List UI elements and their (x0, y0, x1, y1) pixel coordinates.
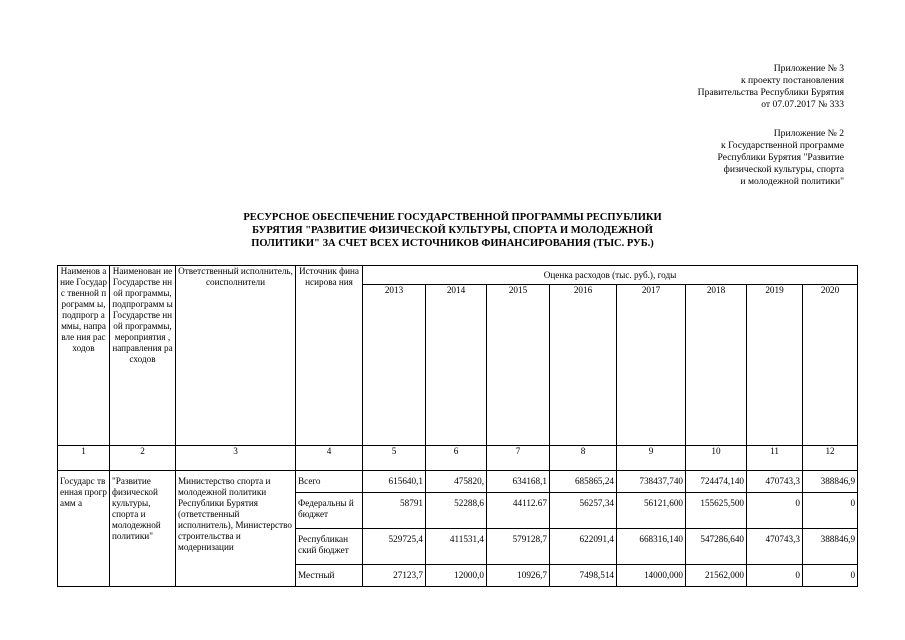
header-year: 2020 (803, 285, 858, 446)
value-cell: 7498,514 (550, 565, 617, 587)
value-cell: 470743,3 (747, 471, 803, 493)
header-year: 2019 (747, 285, 803, 446)
header-year: 2016 (550, 285, 617, 446)
value-cell: 14000,000 (617, 565, 686, 587)
value-cell: 44112.67 (487, 493, 550, 529)
value-cell: 0 (803, 493, 858, 529)
column-number: 12 (803, 446, 858, 471)
attachment-3-line: от 07.07.2017 № 333 (761, 99, 844, 110)
value-cell: 52288,6 (426, 493, 487, 529)
value-cell: 579128,7 (487, 529, 550, 565)
attachment-2-line: и молодежной политики" (740, 176, 844, 187)
column-number: 6 (426, 446, 487, 471)
header-source-col: Источник финансирова ния (296, 266, 363, 446)
header-program-col: Наименов ание Государс твенной программ ы, подпрогр аммы, направле ния расходов (58, 266, 110, 446)
attachment-3-block (698, 63, 844, 111)
document-title (0, 211, 905, 250)
value-cell: 12000,0 (426, 565, 487, 587)
value-cell: 738437,740 (617, 471, 686, 493)
value-cell: 634168,1 (487, 471, 550, 493)
source-cell: Федеральны й бюджет (296, 493, 363, 529)
header-year: 2018 (686, 285, 747, 446)
column-number: 9 (617, 446, 686, 471)
header-year: 2013 (363, 285, 426, 446)
attachment-3-line: Правительства Республики Бурятия (697, 87, 844, 98)
header-year: 2015 (487, 285, 550, 446)
program-name-cell: "Развитие физической культуры, спорта и молодежной политики" (110, 471, 176, 587)
attachment-2-line: физической культуры, спорта (723, 164, 844, 175)
source-cell: Всего (296, 471, 363, 493)
attachment-2-line: к Государственной программе (721, 140, 844, 151)
program-executor-cell: Министерство спорта и молодежной политики Республики Бурятия (ответственный исполнитель), Министерство строительства и модернизации (176, 471, 296, 587)
value-cell: 0 (747, 565, 803, 587)
title-line: БУРЯТИЯ "РАЗВИТИЕ ФИЗИЧЕСКОЙ КУЛЬТУРЫ, СПОРТА И МОЛОДЕЖНОЙ (252, 225, 653, 236)
attachment-3-line: к проекту постановления (740, 75, 844, 86)
column-number: 4 (296, 446, 363, 471)
column-number: 10 (686, 446, 747, 471)
resource-table (57, 265, 858, 587)
header-estimate: Оценка расходов (тыс. руб.), годы (363, 266, 858, 285)
column-number: 1 (58, 446, 110, 471)
column-number: 2 (110, 446, 176, 471)
column-number: 5 (363, 446, 426, 471)
value-cell: 470743,3 (747, 529, 803, 565)
header-year: 2014 (426, 285, 487, 446)
value-cell: 724474,140 (686, 471, 747, 493)
value-cell: 622091,4 (550, 529, 617, 565)
value-cell: 529725,4 (363, 529, 426, 565)
value-cell: 388846,9 (803, 471, 858, 493)
attachment-2-line: Республики Бурятия "Развитие (717, 152, 844, 163)
value-cell: 668316,140 (617, 529, 686, 565)
value-cell: 388846,9 (803, 529, 858, 565)
value-cell: 56257,34 (550, 493, 617, 529)
source-cell: Республикан ский бюджет (296, 529, 363, 565)
value-cell: 615640,1 (363, 471, 426, 493)
value-cell: 685865,24 (550, 471, 617, 493)
value-cell: 155625,500 (686, 493, 747, 529)
title-line: ПОЛИТИКИ" ЗА СЧЕТ ВСЕХ ИСТОЧНИКОВ ФИНАНСИРОВАНИЯ (ТЫС. РУБ.) (251, 238, 654, 249)
value-cell: 0 (747, 493, 803, 529)
value-cell: 58791 (363, 493, 426, 529)
header-executor-col: Ответственный исполнитель, соисполнители (176, 266, 296, 446)
column-number: 7 (487, 446, 550, 471)
value-cell: 547286,640 (686, 529, 747, 565)
attachment-3-line: Приложение № 3 (773, 63, 844, 74)
value-cell: 475820, (426, 471, 487, 493)
column-number: 8 (550, 446, 617, 471)
column-number: 11 (747, 446, 803, 471)
title-line: РЕСУРСНОЕ ОБЕСПЕЧЕНИЕ ГОСУДАРСТВЕННОЙ ПРОГРАММЫ РЕСПУБЛИКИ (243, 212, 662, 223)
header-name-col: Наименован ие Государстве нной программы, подпрограмм ы Государстве нной программы, мероприятия , направления расходов (110, 266, 176, 446)
program-type-cell: Государс твенная программ а (58, 471, 110, 587)
attachment-2-block (718, 128, 845, 188)
value-cell: 27123,7 (363, 565, 426, 587)
table-row (58, 471, 858, 493)
value-cell: 21562,000 (686, 565, 747, 587)
value-cell: 411531,4 (426, 529, 487, 565)
source-cell: Местный (296, 565, 363, 587)
value-cell: 10926,7 (487, 565, 550, 587)
attachment-2-line: Приложение № 2 (773, 128, 844, 139)
column-number: 3 (176, 446, 296, 471)
value-cell: 56121,600 (617, 493, 686, 529)
value-cell: 0 (803, 565, 858, 587)
header-year: 2017 (617, 285, 686, 446)
